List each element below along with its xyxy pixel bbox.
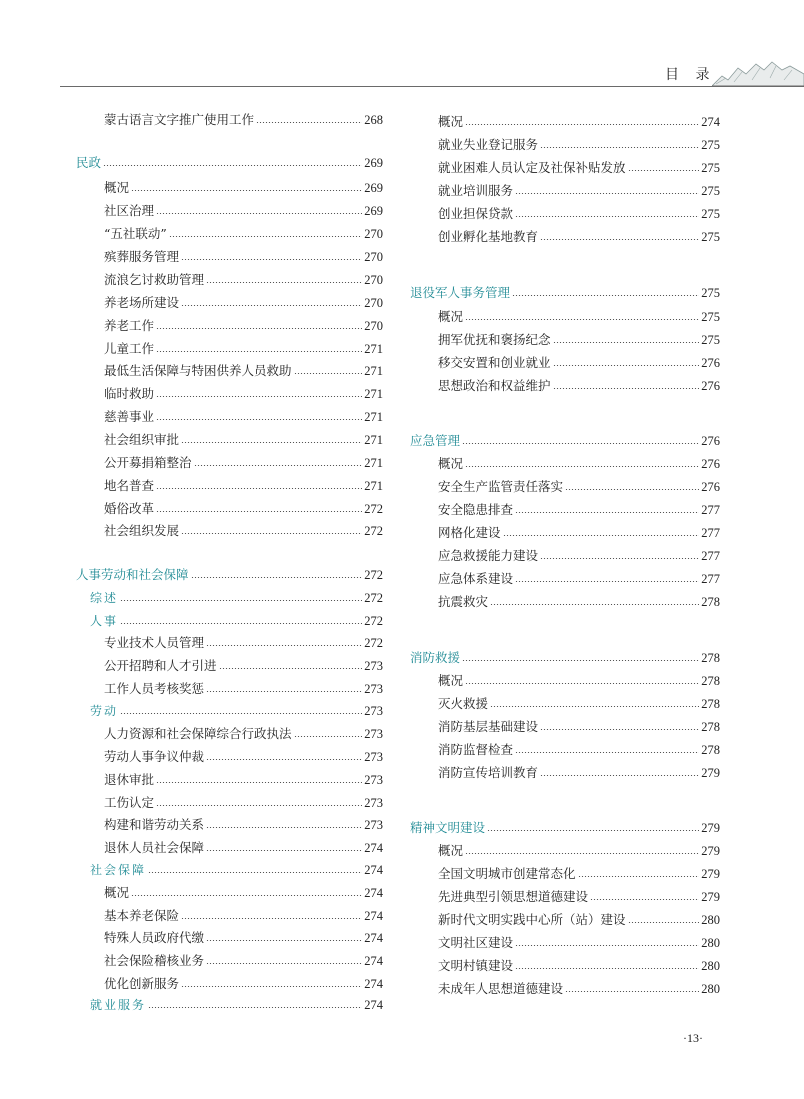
toc-page-number: 277 <box>701 503 720 517</box>
toc-entry <box>76 838 383 858</box>
toc-page-number: 278 <box>701 743 720 757</box>
toc-entry-title: 临时救助 <box>104 386 155 401</box>
dot-leader <box>156 782 362 783</box>
dot-leader <box>206 645 362 646</box>
toc-entry-title: 消防基层基础建设 <box>438 719 539 734</box>
page-number: ·13· <box>683 1031 703 1045</box>
toc-entry-title: 退休人员社会保障 <box>104 840 205 855</box>
dot-leader <box>512 295 699 296</box>
toc-page-number: 272 <box>364 591 383 605</box>
toc-page-number: 274 <box>364 909 383 923</box>
dot-leader <box>156 396 362 397</box>
toc-entry <box>410 477 720 497</box>
toc-page-number: 274 <box>364 954 383 968</box>
toc-page-number: 276 <box>701 379 720 393</box>
toc-entry <box>76 224 383 244</box>
toc-entry <box>76 951 383 971</box>
dot-leader <box>206 940 362 941</box>
toc-page-number: 277 <box>701 572 720 586</box>
toc-entry-title: 养老工作 <box>104 318 155 333</box>
toc-entry <box>410 933 720 953</box>
toc-entry <box>76 430 383 450</box>
toc-page-number: 273 <box>364 682 383 696</box>
toc-entry <box>410 307 720 327</box>
toc-entry-title: 特殊人员政府代缴 <box>104 930 205 945</box>
toc-page-number: 280 <box>701 913 720 927</box>
toc-entry-title: 移交安置和创业就业 <box>438 355 551 370</box>
dot-leader <box>465 319 699 320</box>
toc-entry <box>76 679 383 699</box>
toc-entry-title: 综述 <box>90 591 119 605</box>
toc-page-number: 279 <box>701 844 720 858</box>
toc-entry-title: 就业失业登记服务 <box>438 137 539 152</box>
dot-leader <box>515 512 699 513</box>
toc-entry-title: 社区治理 <box>104 203 155 218</box>
toc-section-heading <box>76 565 383 585</box>
toc-page-number: 279 <box>701 821 720 835</box>
toc-entry <box>76 316 383 336</box>
dot-leader <box>465 466 699 467</box>
toc-entry-title: 安全隐患排查 <box>438 502 514 517</box>
toc-page-number: 275 <box>701 310 720 324</box>
dot-leader <box>553 365 700 366</box>
toc-entry <box>410 717 720 737</box>
dot-leader <box>590 899 699 900</box>
dot-leader <box>206 827 362 828</box>
toc-entry-title: 灭火救援 <box>438 696 489 711</box>
dot-leader <box>219 668 363 669</box>
toc-entry-title: 工伤认定 <box>104 795 155 810</box>
toc-page-number: 273 <box>364 704 383 718</box>
toc-entry-title: 工作人员考核奖惩 <box>104 681 205 696</box>
toc-entry-title: 地名普查 <box>104 478 155 493</box>
dot-leader <box>540 239 699 240</box>
toc-entry-title: 民政 <box>76 155 102 170</box>
toc-entry-title: 退役军人事务管理 <box>410 285 511 300</box>
toc-page-number: 272 <box>364 636 383 650</box>
toc-entry <box>410 979 720 999</box>
toc-entry <box>76 453 383 473</box>
toc-entry-title: 就业困难人员认定及社保补贴发放 <box>438 160 626 175</box>
toc-entry <box>76 407 383 427</box>
toc-entry <box>76 178 383 198</box>
dot-leader <box>515 968 699 969</box>
dot-leader <box>565 489 699 490</box>
toc-entry-title: 人力资源和社会保障综合行政执法 <box>104 726 292 741</box>
dot-leader <box>628 922 700 923</box>
toc-section-heading <box>410 283 720 303</box>
toc-page-number: 273 <box>364 750 383 764</box>
toc-page-number: 269 <box>364 204 383 218</box>
toc-entry <box>76 815 383 835</box>
toc-entry <box>410 523 720 543</box>
toc-entry <box>76 201 383 221</box>
toc-page-number: 271 <box>364 456 383 470</box>
toc-entry <box>410 763 720 783</box>
toc-entry-title: 儿童工作 <box>104 341 155 356</box>
toc-page-number: 274 <box>364 886 383 900</box>
toc-page-number: 280 <box>701 959 720 973</box>
toc-page-number: 276 <box>701 356 720 370</box>
dot-leader <box>294 736 363 737</box>
toc-entry <box>410 694 720 714</box>
toc-entry-title: 蒙古语言文字推广使用工作 <box>104 112 255 127</box>
toc-page-number: 270 <box>364 319 383 333</box>
dot-leader <box>294 373 363 374</box>
dot-leader <box>120 713 362 714</box>
toc-entry <box>76 747 383 767</box>
page-title: 目 录 <box>665 67 716 83</box>
toc-entry-title: 精神文明建设 <box>410 820 486 835</box>
toc-entry-title: 殡葬服务管理 <box>104 249 180 264</box>
toc-entry-title: 最低生活保障与特困供养人员救助 <box>104 363 292 378</box>
toc-page-number: 273 <box>364 773 383 787</box>
toc-entry-title: 就业服务 <box>90 998 147 1012</box>
toc-entry <box>410 910 720 930</box>
toc-entry-title: 抗震救灾 <box>438 594 489 609</box>
toc-entry <box>410 112 720 132</box>
dot-leader <box>181 986 362 987</box>
toc-page-number: 274 <box>364 931 383 945</box>
toc-entry <box>410 330 720 350</box>
toc-page-number: 278 <box>701 697 720 711</box>
toc-entry <box>410 864 720 884</box>
dot-leader <box>194 465 363 466</box>
toc-entry-title: 专业技术人员管理 <box>104 635 205 650</box>
dot-leader <box>540 147 699 148</box>
toc-entry <box>76 793 383 813</box>
dot-leader <box>206 759 362 760</box>
toc-entry-title: 概况 <box>438 673 464 688</box>
dot-leader <box>553 342 700 343</box>
toc-entry-title: 婚俗改革 <box>104 501 155 516</box>
toc-entry-title: 文明社区建设 <box>438 935 514 950</box>
toc-page-number: 277 <box>701 526 720 540</box>
dot-leader <box>628 170 700 171</box>
toc-page-number: 275 <box>701 207 720 221</box>
toc-entry <box>76 906 383 926</box>
toc-entry-title: 应急管理 <box>410 433 461 448</box>
toc-entry <box>76 928 383 948</box>
toc-subsection-heading <box>76 995 383 1015</box>
dot-leader <box>156 213 362 214</box>
dot-leader <box>490 604 699 605</box>
toc-entry-title: 先进典型引领思想道德建设 <box>438 889 589 904</box>
dot-leader <box>181 918 362 919</box>
toc-entry <box>410 671 720 691</box>
toc-page-number: 273 <box>364 796 383 810</box>
dot-leader <box>462 443 699 444</box>
toc-page-number: 273 <box>364 727 383 741</box>
toc-entry <box>76 499 383 519</box>
toc-entry <box>76 656 383 676</box>
toc-page-number: 276 <box>701 457 720 471</box>
toc-entry <box>410 956 720 976</box>
toc-page-number: 279 <box>701 867 720 881</box>
dot-leader <box>503 535 700 536</box>
toc-entry-title: 优化创新服务 <box>104 976 180 991</box>
toc-entry <box>410 353 720 373</box>
toc-entry-title: 流浪乞讨救助管理 <box>104 272 205 287</box>
toc-entry-title: 创业担保贷款 <box>438 206 514 221</box>
toc-entry-title: 概况 <box>438 114 464 129</box>
dot-leader <box>256 122 362 123</box>
toc-entry <box>410 592 720 612</box>
toc-entry-title: 人事 <box>90 614 119 628</box>
dot-leader <box>578 876 700 877</box>
mountain-decoration <box>712 56 804 88</box>
toc-entry <box>410 135 720 155</box>
dot-leader <box>462 660 699 661</box>
toc-page-number: 278 <box>701 720 720 734</box>
toc-entry-title: 基本养老保险 <box>104 908 180 923</box>
dot-leader <box>465 853 699 854</box>
toc-page-number: 279 <box>701 766 720 780</box>
toc-entry-title: 网格化建设 <box>438 525 501 540</box>
toc-page-number: 270 <box>364 227 383 241</box>
toc-page-number: 269 <box>364 181 383 195</box>
toc-entry <box>76 633 383 653</box>
toc-entry-title: 消防救援 <box>410 650 461 665</box>
toc-page-number: 271 <box>364 364 383 378</box>
dot-leader <box>156 511 362 512</box>
toc-page-number: 275 <box>701 230 720 244</box>
toc-entry-title: 概况 <box>104 180 130 195</box>
toc-page-number: 272 <box>364 614 383 628</box>
toc-section-heading <box>76 153 383 173</box>
dot-leader <box>515 216 699 217</box>
toc-entry <box>76 974 383 994</box>
toc-page-number: 275 <box>701 286 720 300</box>
toc-page-number: 272 <box>364 524 383 538</box>
toc-page-number: 271 <box>364 387 383 401</box>
dot-leader <box>206 691 362 692</box>
toc-entry-title: 养老场所建设 <box>104 295 180 310</box>
dot-leader <box>181 305 362 306</box>
toc-entry-title: 人事劳动和社会保障 <box>76 567 189 582</box>
dot-leader <box>156 328 362 329</box>
toc-entry-title: 消防监督检查 <box>438 742 514 757</box>
toc-page-number: 270 <box>364 296 383 310</box>
toc-page-number: 272 <box>364 568 383 582</box>
toc-entry-title: 新时代文明实践中心所（站）建设 <box>438 912 626 927</box>
toc-subsection-heading <box>76 860 383 880</box>
toc-page-number: 274 <box>364 841 383 855</box>
toc-page-number: 268 <box>364 113 383 127</box>
dot-leader <box>103 165 362 166</box>
toc-entry-title: 消防宣传培训教育 <box>438 765 539 780</box>
toc-entry <box>76 476 383 496</box>
toc-entry <box>410 546 720 566</box>
toc-entry <box>410 569 720 589</box>
toc-entry-title: 社会组织发展 <box>104 523 180 538</box>
dot-leader <box>120 623 362 624</box>
toc-page-number: 273 <box>364 659 383 673</box>
toc-entry-title: 文明村镇建设 <box>438 958 514 973</box>
toc-entry-title: 退休审批 <box>104 772 155 787</box>
dot-leader <box>540 775 699 776</box>
toc-subsection-heading <box>76 588 383 608</box>
dot-leader <box>181 442 362 443</box>
toc-subsection-heading <box>76 611 383 631</box>
dot-leader <box>565 991 699 992</box>
toc-entry-title: 全国文明城市创建常态化 <box>438 866 576 881</box>
toc-entry-title: 思想政治和权益维护 <box>438 378 551 393</box>
toc-page-number: 276 <box>701 480 720 494</box>
toc-section-heading <box>410 818 720 838</box>
toc-page-number: 271 <box>364 410 383 424</box>
toc-entry-title: 创业孵化基地教育 <box>438 229 539 244</box>
toc-entry-title: 概况 <box>438 309 464 324</box>
toc-entry <box>410 454 720 474</box>
toc-section-heading <box>410 431 720 451</box>
toc-entry-title: 公开募捐箱整治 <box>104 455 192 470</box>
toc-entry-title: 应急体系建设 <box>438 571 514 586</box>
toc-page-number: 275 <box>701 333 720 347</box>
toc-section-heading <box>410 648 720 668</box>
toc-entry-title: 拥军优抚和褒扬纪念 <box>438 332 551 347</box>
toc-page-number: 278 <box>701 595 720 609</box>
dot-leader <box>465 683 699 684</box>
dot-leader <box>515 752 699 753</box>
toc-entry <box>76 724 383 744</box>
toc-page-number: 274 <box>364 863 383 877</box>
dot-leader <box>540 558 699 559</box>
dot-leader <box>156 351 362 352</box>
toc-entry <box>76 384 383 404</box>
toc-entry-title: “五社联动” <box>104 226 167 241</box>
dot-leader <box>487 830 699 831</box>
toc-entry-title: 社会保险稽核业务 <box>104 953 205 968</box>
toc-page-number: 280 <box>701 936 720 950</box>
toc-page-number: 275 <box>701 184 720 198</box>
toc-entry-title: 劳动 <box>90 704 119 718</box>
toc-entry <box>410 376 720 396</box>
toc-page-number: 279 <box>701 890 720 904</box>
toc-page-number: 274 <box>364 998 383 1012</box>
toc-entry-title: 构建和谐劳动关系 <box>104 817 205 832</box>
dot-leader <box>131 190 362 191</box>
dot-leader <box>465 124 699 125</box>
dot-leader <box>181 259 362 260</box>
toc-page-number: 274 <box>364 977 383 991</box>
toc-page-number: 275 <box>701 138 720 152</box>
toc-entry <box>76 361 383 381</box>
toc-page-number: 270 <box>364 273 383 287</box>
toc-entry <box>76 247 383 267</box>
toc-page-number: 269 <box>364 156 383 170</box>
dot-leader <box>156 488 362 489</box>
toc-entry <box>410 204 720 224</box>
toc-page-number: 271 <box>364 342 383 356</box>
toc-entry <box>76 521 383 541</box>
toc-subsection-heading <box>76 701 383 721</box>
dot-leader <box>540 729 699 730</box>
toc-entry <box>410 158 720 178</box>
dot-leader <box>515 581 699 582</box>
dot-leader <box>156 805 362 806</box>
dot-leader <box>206 282 362 283</box>
dot-leader <box>148 1007 362 1008</box>
toc-page-number: 278 <box>701 674 720 688</box>
toc-entry <box>410 740 720 760</box>
toc-entry-title: 公开招聘和人才引进 <box>104 658 217 673</box>
toc-entry-title: 概况 <box>438 843 464 858</box>
toc-entry <box>76 339 383 359</box>
toc-page-number: 277 <box>701 549 720 563</box>
toc-entry-title: 就业培训服务 <box>438 183 514 198</box>
dot-leader <box>148 872 362 873</box>
toc-entry <box>76 883 383 903</box>
toc-entry <box>76 110 383 130</box>
dot-leader <box>131 895 362 896</box>
toc-entry <box>76 293 383 313</box>
toc-entry <box>76 770 383 790</box>
toc-page-number: 280 <box>701 982 720 996</box>
dot-leader <box>169 236 362 237</box>
toc-entry <box>410 841 720 861</box>
dot-leader <box>181 533 362 534</box>
dot-leader <box>490 706 699 707</box>
toc-entry-title: 安全生产监管责任落实 <box>438 479 564 494</box>
toc-entry-title: 社会组织审批 <box>104 432 180 447</box>
dot-leader <box>156 419 362 420</box>
toc-page-number: 271 <box>364 479 383 493</box>
dot-leader <box>553 388 700 389</box>
toc-page-number: 271 <box>364 433 383 447</box>
header-rule <box>60 86 804 87</box>
toc-entry-title: 应急救援能力建设 <box>438 548 539 563</box>
toc-entry <box>410 227 720 247</box>
toc-entry <box>410 887 720 907</box>
toc-page-number: 272 <box>364 502 383 516</box>
toc-page-number: 276 <box>701 434 720 448</box>
toc-entry-title: 慈善事业 <box>104 409 155 424</box>
dot-leader <box>206 963 362 964</box>
toc-entry-title: 未成年人思想道德建设 <box>438 981 564 996</box>
dot-leader <box>515 193 699 194</box>
dot-leader <box>515 945 699 946</box>
toc-entry-title: 概况 <box>438 456 464 471</box>
toc-page-number: 275 <box>701 161 720 175</box>
toc-entry <box>410 181 720 201</box>
dot-leader <box>120 600 362 601</box>
toc-entry-title: 劳动人事争议仲裁 <box>104 749 205 764</box>
toc-entry-title: 社会保障 <box>90 863 147 877</box>
toc-page-number: 273 <box>364 818 383 832</box>
dot-leader <box>206 850 362 851</box>
toc-entry <box>410 500 720 520</box>
toc-page-number: 274 <box>701 115 720 129</box>
dot-leader <box>191 577 363 578</box>
toc-entry <box>76 270 383 290</box>
toc-entry-title: 概况 <box>104 885 130 900</box>
toc-page-number: 270 <box>364 250 383 264</box>
toc-page-number: 278 <box>701 651 720 665</box>
